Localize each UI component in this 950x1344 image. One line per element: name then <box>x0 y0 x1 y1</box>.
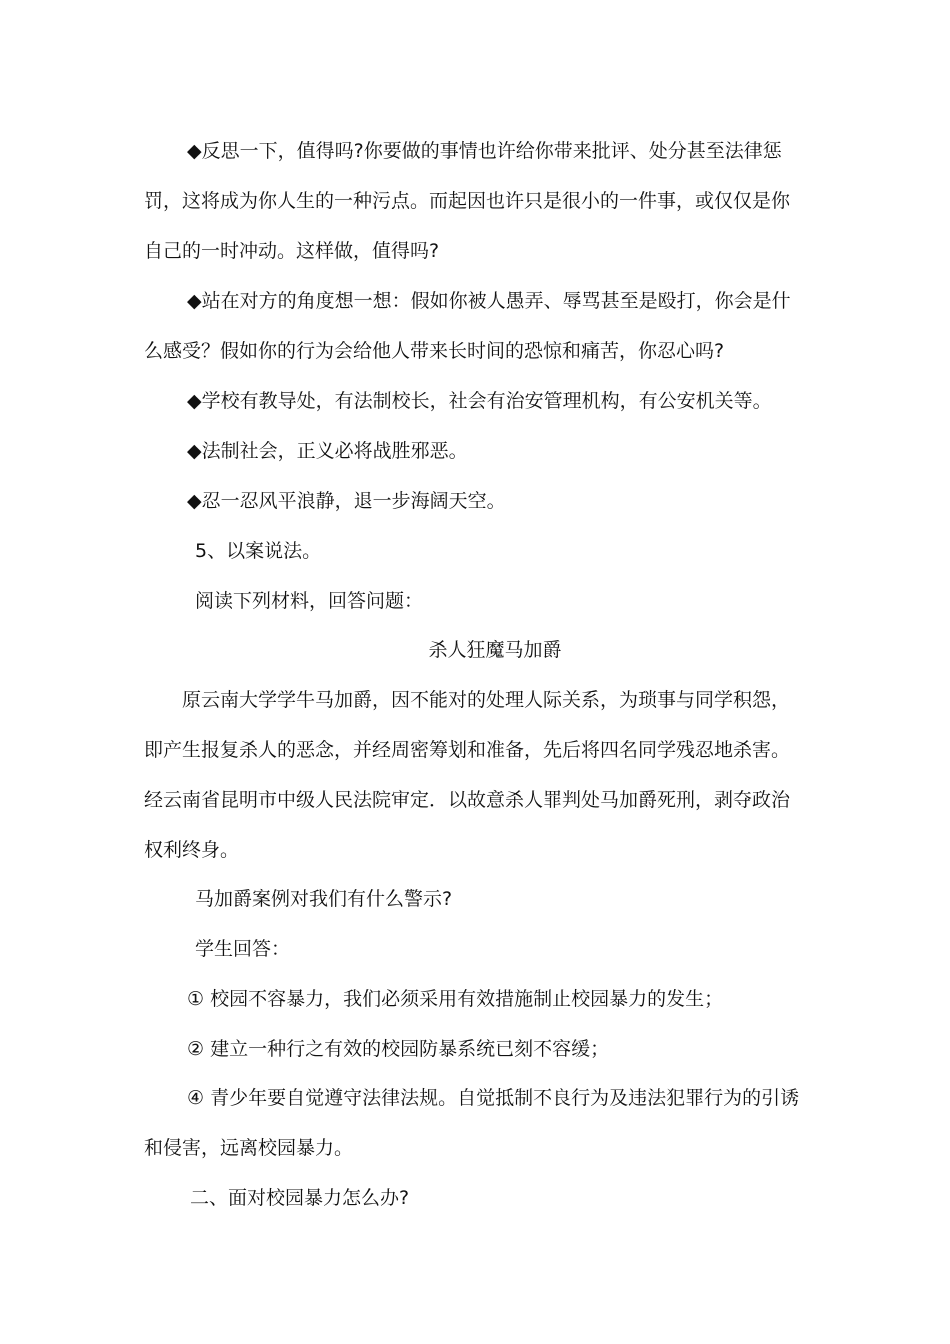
answer-item: ① 校园不容暴力，我们必须采用有效措施制止校园暴力的发生； <box>187 988 724 1010</box>
instruction-line: 阅读下列材料，回答问题： <box>195 590 424 612</box>
answer-item: ④ 青少年要自觉遵守法律法规。自觉抵制不良行为及违法犯罪行为的引诱 <box>187 1087 800 1109</box>
paragraph-line: 自己的一时冲动。这样做，值得吗? <box>144 240 440 262</box>
paragraph-line: 原云南大学学牛马加爵，因不能对的处理人际关系，为琐事与同学积怨， <box>182 689 791 711</box>
paragraph-line: 么感受？假如你的行为会给他人带来长时间的恐惊和痛苦，你忍心吗? <box>144 340 725 362</box>
paragraph-line: ◆反思一下，值得吗?你要做的事情也许给你带来批评、处分甚至法律惩 <box>187 140 782 162</box>
paragraph-line: 罚，这将成为你人生的一种污点。而起因也许只是很小的一件事，或仅仅是你 <box>144 190 791 212</box>
paragraph-line: ◆学校有教导处，有法制校长，社会有治安管理机构，有公安机关等。 <box>187 390 772 412</box>
paragraph-line: ◆站在对方的角度想一想：假如你被人愚弄、辱骂甚至是殴打，你会是什 <box>187 290 791 312</box>
question-line: 马加爵案例对我们有什么警示? <box>195 888 453 910</box>
section-heading: 二、面对校园暴力怎么办? <box>190 1187 410 1209</box>
section-heading: 5、以案说法。 <box>195 540 322 562</box>
paragraph-line: 即产生报复杀人的恶念，并经周密筹划和准备，先后将四名同学残忍地杀害。 <box>144 739 791 761</box>
paragraph-line: 和侵害，远离校园暴力。 <box>144 1137 354 1159</box>
paragraph-line: ◆忍一忍风平浪静，退一步海阔天空。 <box>187 490 506 512</box>
paragraph-line: ◆法制社会，正义必将战胜邪恶。 <box>187 440 468 462</box>
answer-label: 学生回答： <box>195 938 291 960</box>
paragraph-line: 经云南省昆明市中级人民法院审定．以故意杀人罪判处马加爵死刑，剥夺政治 <box>144 789 791 811</box>
paragraph-line: 权利终身。 <box>144 839 240 861</box>
answer-item: ② 建立一种行之有效的校园防暴系统已刻不容缓； <box>187 1038 610 1060</box>
case-title: 杀人狂魔马加爵 <box>428 639 562 661</box>
